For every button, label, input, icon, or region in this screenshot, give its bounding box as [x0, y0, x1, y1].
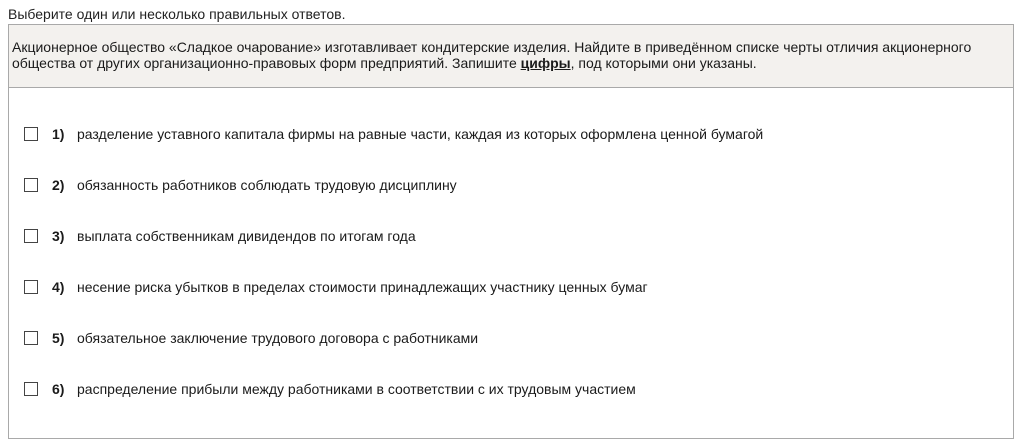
- option-text[interactable]: обязанность работников соблюдать трудовую дисциплину: [77, 177, 457, 193]
- answer-option-5[interactable]: [9, 327, 478, 349]
- option-text[interactable]: обязательное заключение трудового договора с работниками: [77, 330, 479, 346]
- answer-option-6[interactable]: [9, 378, 636, 400]
- question-text: [9, 25, 1013, 88]
- option-number: 5): [52, 330, 65, 346]
- option-number: 3): [52, 228, 65, 244]
- checkbox-option-1[interactable]: [24, 127, 38, 141]
- task-box: [8, 24, 1014, 439]
- answer-option-3[interactable]: [9, 225, 416, 247]
- checkbox-option-2[interactable]: [24, 178, 38, 192]
- answer-option-4[interactable]: [9, 276, 648, 298]
- option-number: 2): [52, 177, 65, 193]
- question-text-after: , под которыми они указаны.: [570, 55, 757, 71]
- answer-option-1[interactable]: [9, 123, 763, 145]
- option-text[interactable]: разделение уставного капитала фирмы на равные части, каждая из которых оформлена ценной бумагой: [77, 126, 764, 142]
- checkbox-option-5[interactable]: [24, 331, 38, 345]
- option-number: 6): [52, 381, 65, 397]
- option-text[interactable]: несение риска убытков в пределах стоимости принадлежащих участнику ценных бумаг: [77, 279, 648, 295]
- option-text[interactable]: выплата собственникам дивидендов по итогам года: [77, 228, 416, 244]
- checkbox-option-6[interactable]: [24, 382, 38, 396]
- instruction-text: Выберите один или несколько правильных ответов.: [8, 6, 346, 22]
- answer-option-2[interactable]: [9, 174, 457, 196]
- question-keyword: цифры: [520, 55, 571, 71]
- question-text-before: Акционерное общество «Сладкое очарование» изготавливает кондитерские изделия. Найдите в приведённом списке черты отличия акционерного общества от других организационно-правовых форм предприятий. Запишите: [12, 39, 972, 71]
- option-number: 4): [52, 279, 65, 295]
- option-text[interactable]: распределение прибыли между работниками в соответствии с их трудовым участием: [77, 381, 636, 397]
- checkbox-option-3[interactable]: [24, 229, 38, 243]
- option-number: 1): [52, 126, 65, 142]
- checkbox-option-4[interactable]: [24, 280, 38, 294]
